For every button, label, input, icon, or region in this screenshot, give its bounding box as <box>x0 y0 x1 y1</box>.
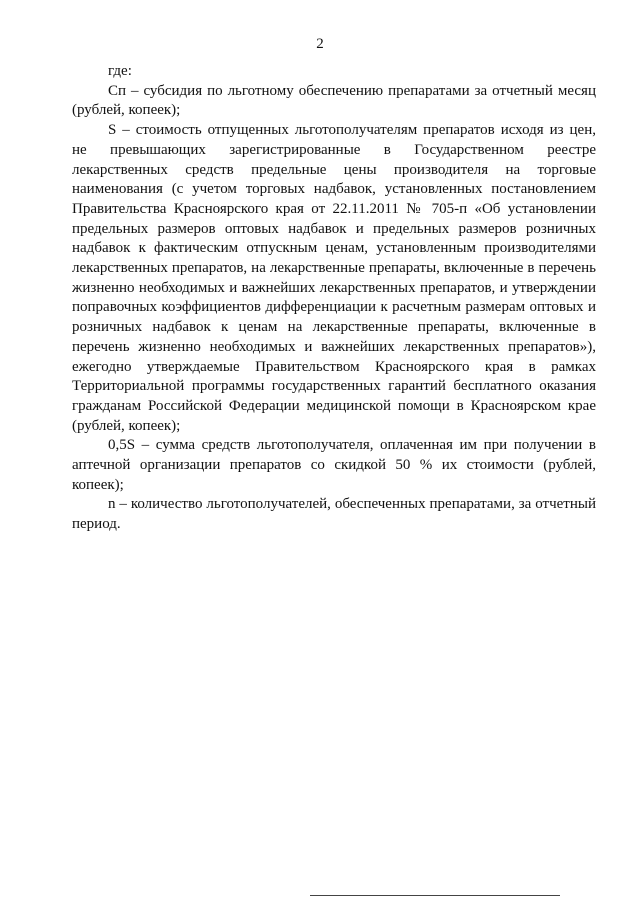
definition-n: n – количество льготополучателей, обеспеченных препаратами, за отчетный период. <box>72 496 596 533</box>
definition-half-s: 0,5S – сумма средств льготополучателя, оплаченная им при получении в аптечной организации препаратов со скидкой 50 % их стоимости (рублей, копеек); <box>72 437 596 493</box>
definition-sp: Сп – субсидия по льготному обеспечению препаратами за отчетный месяц (рублей, копеек); <box>72 82 596 119</box>
definition-s: S – стоимость отпущенных льготополучателям препаратов исходя из цен, не превышающих зарегистрированные в Государственном реестре лекарственных средств предельные цены производителя на торговые наименования (с учетом торговых надбавок, установленных постановлением Правительства Красноярского края от 22.11.2011 № 705-п «Об установлении предельных размеров оптовых надбавок и предельных размеров розничных надбавок к фактическим отпускным ценам, установленным производителями лекарственных препаратов, на лекарственные препараты, включенные в перечень жизненно необходимых и важнейших лекарственных препаратов, и утверждении поправочных коэффициентов дифференциации к расчетным размерам оптовых и розничных надбавок к ценам на лекарственные препараты, включенные в перечень жизненно необходимых и важнейших лекарственных препаратов»), ежегодно утверждаемые Правительством Красноярского края в рамках Территориальной программы государственных гарантий бесплатного оказания гражданам Российской Федерации медицинской помощи в Красноярском крае (рублей, копеек); <box>72 122 596 434</box>
page-number: 2 <box>316 36 324 52</box>
bottom-edge-line <box>310 895 560 896</box>
where-label: где: <box>108 63 132 79</box>
document-body <box>72 62 596 535</box>
